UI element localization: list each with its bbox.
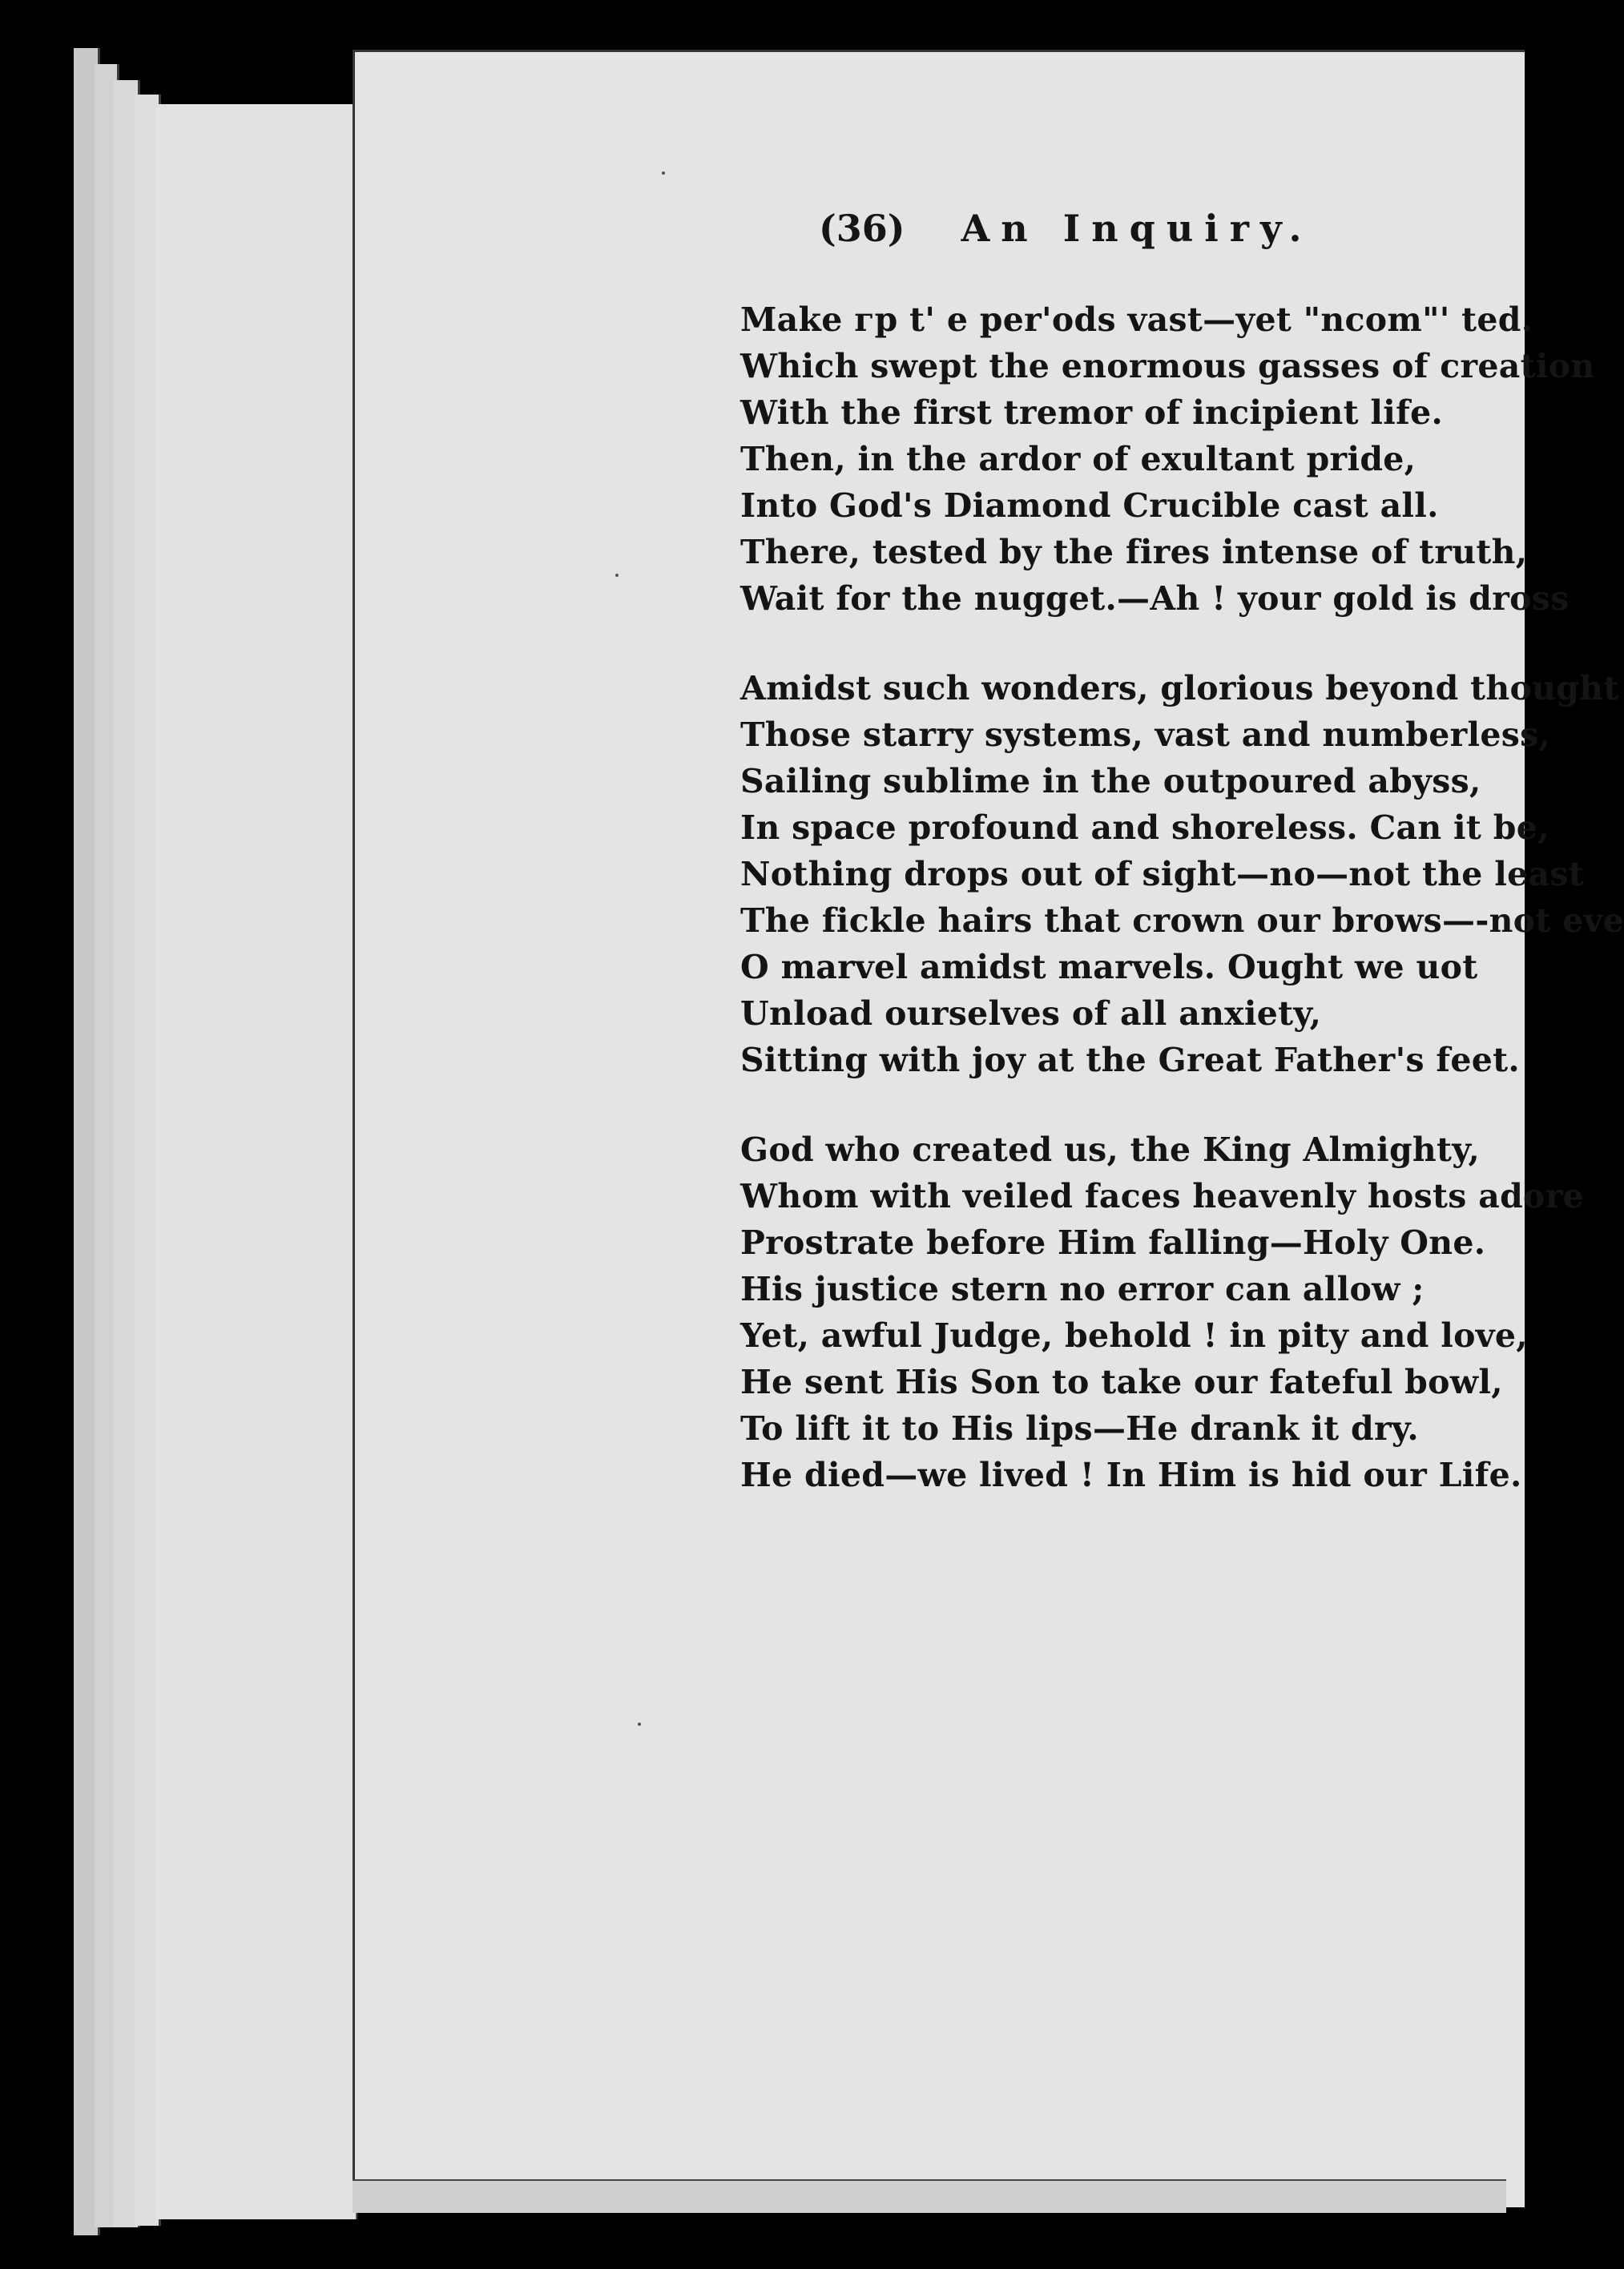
poem-line: Wait for the nugget.—Ah ! your gold is dross: [740, 579, 1570, 618]
poem-line: Yet, awful Judge, behold ! in pity and love,: [740, 1316, 1528, 1355]
page-number: (36): [819, 207, 905, 250]
poem-line: Sitting with joy at the Great Father's feet.: [740, 1041, 1520, 1079]
poem-line: Those starry systems, vast and numberless,: [740, 715, 1551, 754]
running-header: [819, 207, 1312, 250]
poem-line: Nothing drops out of sight—no—not the least: [740, 855, 1585, 893]
poem-line: With the first tremor of incipient life.: [740, 393, 1444, 432]
poem-body: [740, 296, 1624, 1542]
poem-line: He died—we lived ! In Him is hid our Life.: [740, 1456, 1522, 1494]
page-bottom-edge: [353, 2179, 1506, 2213]
poem-line: Whom with veiled faces heavenly hosts adore: [740, 1177, 1584, 1215]
poem-line: Prostrate before Him falling—Holy One.: [740, 1223, 1486, 1262]
poem-line: The fickle hairs that crown our brows—-not eve: [740, 901, 1624, 940]
poem-line: Which swept the enormous gasses of creation: [740, 347, 1595, 385]
poem-line: Amidst such wonders, glorious beyond thought: [740, 669, 1619, 707]
poem-line: He sent His Son to take our fateful bowl,: [740, 1363, 1503, 1401]
scan-speck: [638, 1723, 641, 1726]
scan-speck: [615, 574, 619, 577]
poem-line: Unload ourselves of all anxiety,: [740, 994, 1322, 1033]
poem-line: Into God's Diamond Crucible cast all.: [740, 486, 1439, 525]
stanza-1: [740, 296, 1595, 622]
poem-line: His justice stern no error can allow ;: [740, 1270, 1425, 1308]
stanza-3: [740, 1126, 1584, 1498]
poem-line: O marvel amidst marvels. Ought we uot: [740, 948, 1478, 986]
page-edge: [155, 104, 357, 2219]
stanza-2: [740, 665, 1624, 1083]
poem-line: To lift it to His lips—He drank it dry.: [740, 1409, 1419, 1448]
poem-line: There, tested by the fires intense of truth,: [740, 533, 1528, 571]
poem-line: Sailing sublime in the outpoured abyss,: [740, 762, 1481, 800]
poem-line: In space profound and shoreless. Can it be,: [740, 808, 1549, 847]
poem-line: God who created us, the King Almighty,: [740, 1130, 1481, 1169]
scan-speck: [662, 171, 665, 175]
running-title: An Inquiry.: [961, 207, 1313, 250]
poem-line: Then, in the ardor of exultant pride,: [740, 440, 1416, 478]
poem-line: Make гp t' e per'ods vast—yet "ncom"' ted.: [740, 300, 1533, 339]
